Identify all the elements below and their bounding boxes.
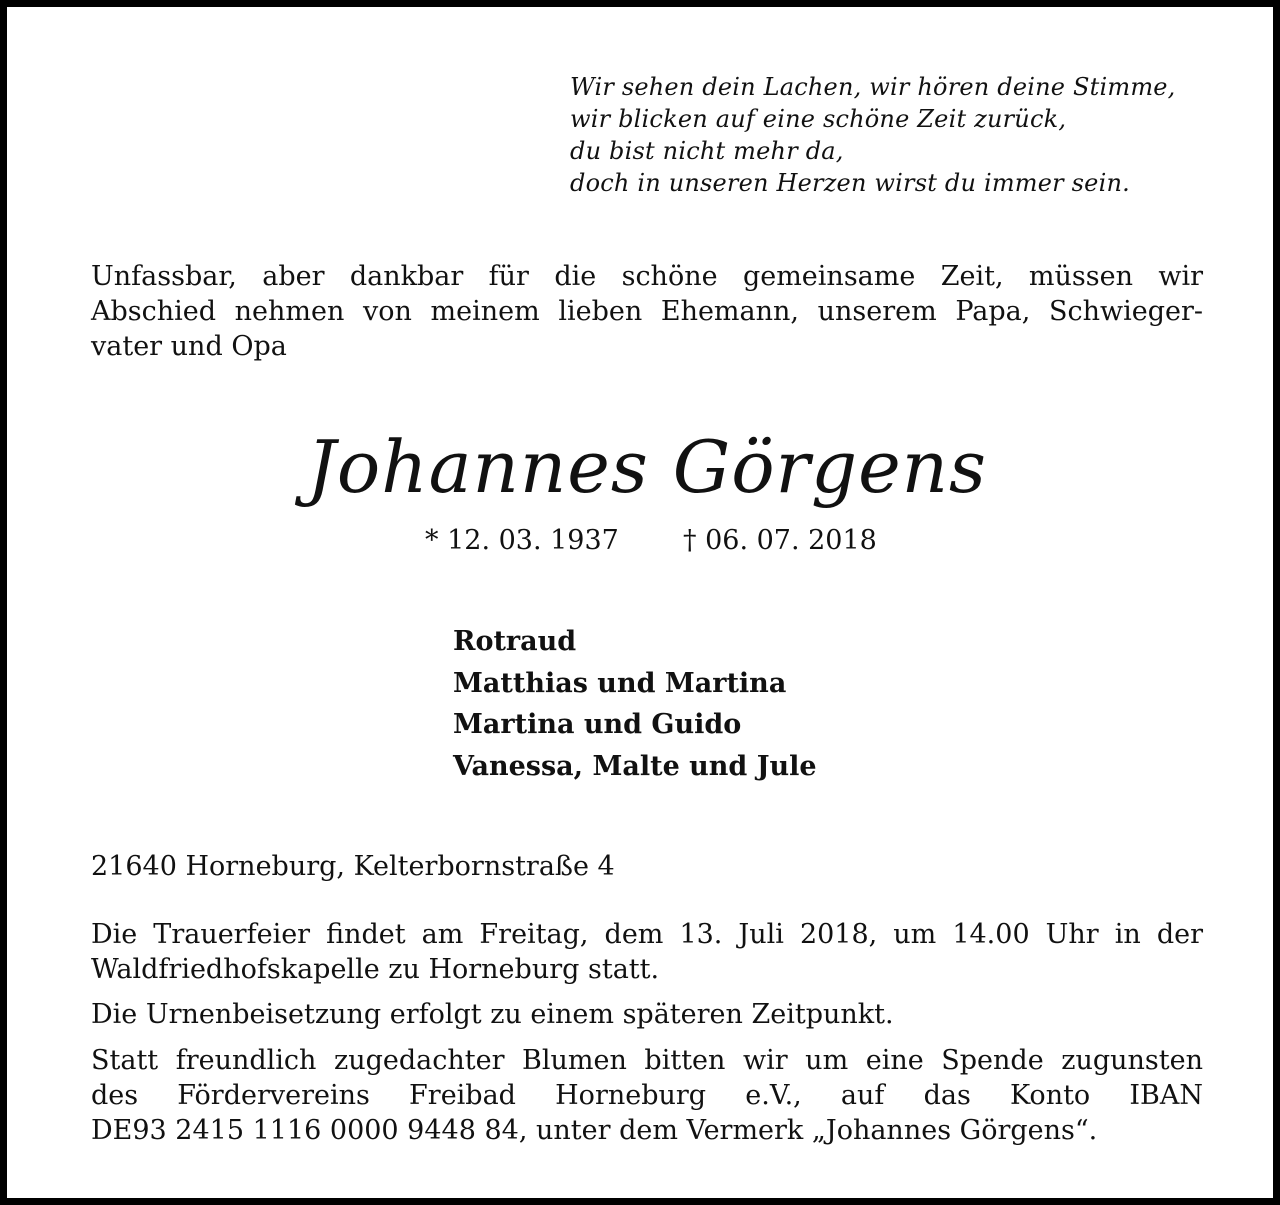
poem-line: Wir sehen dein Lachen, wir hören deine Stimme,	[570, 73, 1176, 101]
intro-line: vater und Opa	[91, 331, 287, 362]
intro-line: Unfassbar, aber dankbar für die schöne gemeinsame Zeit, müssen wir	[91, 261, 1203, 292]
funeral-paragraph	[91, 917, 1203, 987]
poem-line: du bist nicht mehr da,	[570, 137, 844, 165]
birth-date: * 12. 03. 1937	[425, 525, 619, 556]
deceased-name: Johannes Görgens	[307, 425, 987, 509]
donation-paragraph	[91, 1043, 1203, 1148]
family-line: Martina und Guido	[453, 709, 742, 740]
paragraph-line: DE93 2415 1116 0000 9448 84, unter dem Vermerk „Johannes Görgens“.	[91, 1115, 1098, 1146]
family-line: Vanessa, Malte und Jule	[453, 750, 817, 782]
intro-line: Abschied nehmen von meinem lieben Ehemann, unserem Papa, Schwieger-	[91, 296, 1203, 327]
family-address: 21640 Horneburg, Kelterbornstraße 4	[91, 851, 615, 882]
family-line: Matthias und Martina	[453, 667, 787, 699]
urn-paragraph	[91, 997, 1203, 1032]
family-line: Rotraud	[453, 626, 577, 657]
paragraph-line: Waldfriedhofskapelle zu Horneburg statt.	[91, 954, 660, 985]
paragraph-line: des Fördervereins Freibad Horneburg e.V., auf das Konto IBAN	[91, 1080, 1203, 1111]
memorial-poem	[570, 71, 1220, 199]
paragraph-line: Die Trauerfeier findet am Freitag, dem 13. Juli 2018, um 14.00 Uhr in der	[91, 919, 1203, 950]
poem-line: doch in unseren Herzen wirst du immer sein.	[570, 169, 1130, 197]
intro-text	[91, 259, 1203, 364]
family-names	[453, 621, 817, 787]
paragraph-line: Statt freundlich zugedachter Blumen bitten wir um eine Spende zugunsten	[91, 1045, 1203, 1076]
poem-line: wir blicken auf eine schöne Zeit zurück,	[570, 105, 1067, 133]
paragraph-line: Die Urnenbeisetzung erfolgt zu einem späteren Zeitpunkt.	[91, 999, 894, 1030]
death-date: † 06. 07. 2018	[683, 525, 877, 556]
